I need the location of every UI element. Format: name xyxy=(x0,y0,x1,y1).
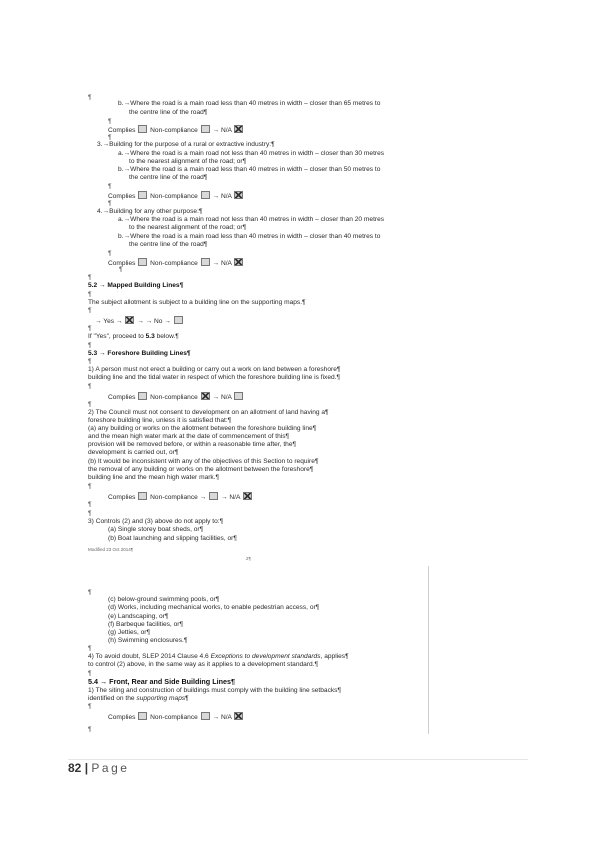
complies-label: Complies xyxy=(108,714,136,721)
text-line: (e) Landscaping, or¶ xyxy=(108,613,169,620)
text-line: (g) Jetties, or¶ xyxy=(108,629,151,636)
text-line: and the mean high water mark at the date of commencement of this¶ xyxy=(88,433,290,440)
section-heading-5-3: 5.3 → Foreshore Building Lines¶ xyxy=(88,350,191,357)
compliance-row xyxy=(108,191,244,201)
text-line xyxy=(88,653,349,661)
non-compliance-label: Non-compliance xyxy=(150,394,198,401)
text-line xyxy=(88,333,179,341)
pilcrow: ¶ xyxy=(88,307,92,314)
na-label: → N/A xyxy=(212,260,232,267)
page-number: 82 xyxy=(68,761,82,775)
page-footer xyxy=(68,761,129,775)
compliance-row xyxy=(108,125,244,135)
compliance-row xyxy=(108,712,244,722)
text-span: identified on the xyxy=(88,695,137,702)
na-checkbox[interactable] xyxy=(234,392,243,400)
yes-label: → Yes → xyxy=(95,318,123,325)
yes-no-row xyxy=(95,316,184,326)
text-line: to the nearest alignment of the road; or¶ xyxy=(129,158,247,165)
section-heading-5-4: 5.4 → Front, Rear and Side Building Lines¶ xyxy=(88,677,235,686)
na-label: → N/A xyxy=(220,494,240,501)
text-span: below.¶ xyxy=(154,333,179,340)
no-checkbox[interactable] xyxy=(174,316,183,324)
italic-ref: Exceptions to development standards xyxy=(210,653,321,660)
text-line: foreshore building line, unless it is satisfied that:¶ xyxy=(88,417,232,424)
text-line: b.→Where the road is a main road less than 40 metres in width – closer than 40 metres to xyxy=(118,233,381,240)
text-span: 4) To avoid doubt, SLEP 2014 Clause 4.6 xyxy=(88,653,211,660)
text-line: 4.→Building for any other purpose:¶ xyxy=(97,208,203,215)
pilcrow: ¶ xyxy=(108,250,112,257)
yes-checkbox-checked[interactable] xyxy=(125,316,134,324)
pilcrow: ¶ xyxy=(108,183,112,190)
italic-ref: supporting maps xyxy=(136,695,186,702)
pilcrow: ¶ xyxy=(88,645,92,652)
pilcrow: ¶ xyxy=(88,670,92,677)
section-ref: 5.3 xyxy=(145,333,155,340)
na-label: → N/A xyxy=(212,394,232,401)
text-line: 3.→Building for the purpose of a rural or extractive industry:¶ xyxy=(97,141,275,148)
non-compliance-checkbox[interactable] xyxy=(201,191,210,199)
complies-checkbox[interactable] xyxy=(138,125,147,133)
compliance-row xyxy=(108,258,244,268)
pilcrow: ¶ xyxy=(88,501,92,508)
pilcrow: ¶ xyxy=(88,325,92,332)
non-compliance-checkbox[interactable] xyxy=(201,258,210,266)
modified-note: Modified 23 Oct 2014¶ xyxy=(88,547,134,552)
text-line: (a) any building or works on the allotment between the foreshore building line¶ xyxy=(88,425,317,432)
text-line: the centre line of the road¶ xyxy=(129,174,208,181)
text-line: (c) below-ground swimming pools, or¶ xyxy=(108,596,220,603)
non-compliance-checkbox[interactable] xyxy=(201,712,210,720)
text-span: , applies¶ xyxy=(320,653,349,660)
complies-label: Complies xyxy=(108,494,136,501)
na-checkbox-checked[interactable] xyxy=(234,191,243,199)
non-compliance-label: Non-compliance xyxy=(150,714,198,721)
pilcrow: ¶ xyxy=(88,383,92,390)
na-label: → N/A xyxy=(212,127,232,134)
pilcrow: ¶ xyxy=(88,510,92,517)
non-compliance-checkbox-checked[interactable] xyxy=(201,392,210,400)
non-compliance-label: Non-compliance xyxy=(150,127,198,134)
footer-separator: | xyxy=(84,761,89,775)
na-checkbox-checked[interactable] xyxy=(234,712,243,720)
text-line: to the nearest alignment of the road; or¶ xyxy=(129,224,247,231)
complies-checkbox[interactable] xyxy=(138,392,147,400)
text-line: to control (2) above, in the same way as it applies to a development standard.¶ xyxy=(88,661,319,668)
pilcrow: ¶ xyxy=(88,342,92,349)
text-line: provision will be removed before, or within a reasonable time after, the¶ xyxy=(88,441,297,448)
non-compliance-checkbox[interactable] xyxy=(201,125,210,133)
text-line: (a) Single storey boat sheds, or¶ xyxy=(108,526,204,533)
pilcrow: ¶ xyxy=(88,401,92,408)
text-line: building line and the mean high water mark.¶ xyxy=(88,474,220,481)
compliance-row xyxy=(108,392,244,402)
text-line: (d) Works, including mechanical works, to enable pedestrian access, or¶ xyxy=(108,604,320,611)
pilcrow: ¶ xyxy=(108,200,112,207)
complies-label: Complies xyxy=(108,260,136,267)
pilcrow: ¶ xyxy=(88,94,92,101)
complies-label: Complies xyxy=(108,127,136,134)
non-compliance-checkbox[interactable] xyxy=(209,492,218,500)
non-compliance-label: Non-compliance xyxy=(150,193,198,200)
pilcrow: ¶ xyxy=(88,358,92,365)
pilcrow: ¶ xyxy=(108,118,112,125)
text-line: The subject allotment is subject to a building line on the supporting maps.¶ xyxy=(88,299,306,306)
complies-checkbox[interactable] xyxy=(138,712,147,720)
text-span: ¶ xyxy=(185,695,189,702)
text-span: If "Yes", proceed to xyxy=(88,333,146,340)
pilcrow: ¶ xyxy=(88,483,92,490)
pilcrow: ¶ xyxy=(88,291,92,298)
text-line: b.→Where the road is a main road less than 40 metres in width – closer than 50 metres to xyxy=(118,166,381,173)
text-line: 3) Controls (2) and (3) above do not apply to:¶ xyxy=(88,518,224,525)
pilcrow: ¶ xyxy=(88,589,92,596)
text-line: the centre line of the road¶ xyxy=(129,109,208,116)
text-line: (b) Boat launching and slipping facilities, or¶ xyxy=(108,535,237,542)
page-marker: 2¶ xyxy=(246,556,251,561)
na-checkbox-checked[interactable] xyxy=(243,492,252,500)
complies-checkbox[interactable] xyxy=(138,191,147,199)
pilcrow: ¶ xyxy=(108,134,112,141)
complies-label: Complies xyxy=(108,394,136,401)
text-line: 2) The Council must not consent to development on an allotment of land having a¶ xyxy=(88,409,329,416)
text-line xyxy=(88,695,189,703)
text-line: a.→Where the road is a main road not less than 40 metres in width – closer than 30 metres xyxy=(118,150,385,157)
non-compliance-label: Non-compliance xyxy=(150,260,198,267)
page-divider xyxy=(428,566,429,734)
text-line: b.→Where the road is a main road less than 40 metres in width – closer than 65 metres to xyxy=(118,100,381,107)
section-heading-5-2: 5.2 → Mapped Building Lines¶ xyxy=(88,282,184,289)
text-line: the removal of any building or works on the allotment between the foreshore¶ xyxy=(88,466,314,473)
na-label: → N/A xyxy=(212,714,232,721)
text-line: (h) Swimming enclosures.¶ xyxy=(108,637,188,644)
page-word: Page xyxy=(91,761,130,775)
non-compliance-label: Non-compliance → xyxy=(150,494,207,501)
complies-label: Complies xyxy=(108,193,136,200)
text-line: 1) The siting and construction of buildings must comply with the building line setbacks¶ xyxy=(88,687,342,694)
text-line: the centre line of the road¶ xyxy=(129,241,208,248)
text-line: building line and the tidal water in respect of which the foreshore building line is fixed.¶ xyxy=(88,374,341,381)
text-line: 1) A person must not erect a building or carry out a work on land between a foreshore¶ xyxy=(88,366,341,373)
complies-checkbox[interactable] xyxy=(138,258,147,266)
text-line: (b) It would be inconsistent with any of the objectives of this Section to require¶ xyxy=(88,458,319,465)
footer-rule xyxy=(68,759,528,760)
na-label: → N/A xyxy=(212,193,232,200)
na-checkbox-checked[interactable] xyxy=(234,125,243,133)
compliance-row xyxy=(108,492,253,502)
no-label: → → No → xyxy=(137,318,171,325)
pilcrow: ¶ xyxy=(88,703,92,710)
text-line: development is carried out, or¶ xyxy=(88,449,179,456)
complies-checkbox[interactable] xyxy=(138,492,147,500)
pilcrow: ¶ xyxy=(119,266,123,273)
text-line: a.→Where the road is a main road not less than 40 metres in width – closer than 20 metres xyxy=(118,216,385,223)
pilcrow: ¶ xyxy=(88,726,92,733)
text-line: (f) Barbeque facilities, or¶ xyxy=(108,621,184,628)
pilcrow: ¶ xyxy=(88,274,92,281)
na-checkbox-checked[interactable] xyxy=(234,258,243,266)
